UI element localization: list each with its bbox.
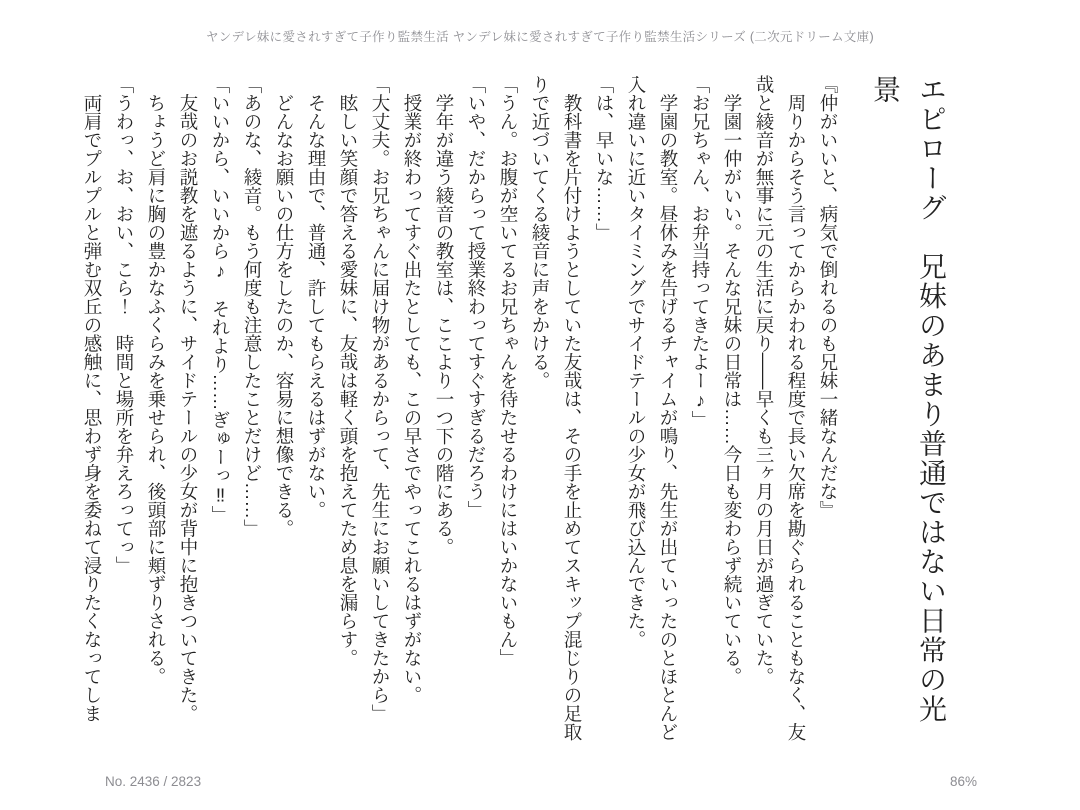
paragraph: ちょうど肩に胸の豊かなふくらみを乗せられ、後頭部に頬ずりされる。 — [146, 75, 167, 686]
paragraph: 両肩でプルプルと弾む双丘の感触に、思わず身を委ねて浸りたくなってしま — [82, 75, 103, 723]
paragraph: 「いいから、いいから♪ それより……ぎゅーっ‼」 — [210, 75, 231, 524]
paragraph: 「は、早いな……」 — [594, 75, 615, 242]
paragraph: 教科書を片付けようとしていた友哉は、その手を止めてスキップ混じりの足取りで近づいてくる綾音に声をかける。 — [530, 75, 583, 741]
paragraph: 「あのな、綾音。もう何度も注意したことだけど……」 — [242, 75, 263, 538]
paragraph: 学園の教室。昼休みを告げるチャイムが鳴り、先生が出ていったのとほとんど入れ違いに近いタイミングでサイドテールの少女が飛び込んできた。 — [626, 75, 679, 741]
paragraph: 友哉のお説教を遮るように、サイドテールの少女が背中に抱きついてきた。 — [178, 75, 199, 723]
book-title: ヤンデレ妹に愛されすぎて子作り監禁生活 ヤンデレ妹に愛されすぎて子作り監禁生活シリーズ (二次元ドリーム文庫) — [206, 30, 874, 44]
reader-footer — [0, 768, 1080, 810]
paragraph: 学園一仲がいい。そんな兄妹の日常は……今日も変わらず続いている。 — [722, 75, 743, 686]
page-location: No. 2436 / 2823 — [105, 774, 202, 789]
paragraph: 「いや、だからって授業終わってすぐすぎるだろう」 — [466, 75, 487, 519]
chapter-title: エピローグ 兄妹のあまり普通ではない日常の光景 — [870, 75, 947, 724]
paragraph: 学年が違う綾音の教室は、ここより一つ下の階にある。 — [434, 75, 455, 556]
reading-progress: 86% — [949, 774, 977, 789]
reader-page[interactable] — [76, 75, 954, 749]
paragraph: 授業が終わってすぐ出たとしても、この早さでやってこれるはずがない。 — [402, 75, 423, 704]
paragraph: 「うん。お腹が空いてるお兄ちゃんを待たせるわけにはいかないもん」 — [498, 75, 519, 667]
paragraph: そんな理由で、普通、許してもらえるはずがない。 — [306, 75, 327, 519]
paragraph: 「大丈夫。お兄ちゃんに届け物があるからって、先生にお願いしてきたから」 — [370, 75, 391, 723]
paragraph: 周りからそう言ってからかわれる程度で長い欠席を勘ぐられることもなく、友哉と綾音が無事に元の生活に戻り――早くも三ヶ月の月日が過ぎていた。 — [754, 75, 807, 741]
paragraph: 「お兄ちゃん、お弁当持ってきたよー♪」 — [690, 75, 711, 429]
paragraph: 眩しい笑顔で答える愛妹に、友哉は軽く頭を抱えてため息を漏らす。 — [338, 75, 359, 667]
paragraph: どんなお願いの仕方をしたのか、容易に想像できる。 — [274, 75, 295, 538]
reader-header — [0, 27, 1080, 45]
paragraph: 「うわっ、お、おい、こら！ 時間と場所を弁えろってっ」 — [114, 75, 135, 575]
paragraph: 『仲がいいと、病気で倒れるのも兄妹一緒なんだな』 — [818, 75, 839, 519]
